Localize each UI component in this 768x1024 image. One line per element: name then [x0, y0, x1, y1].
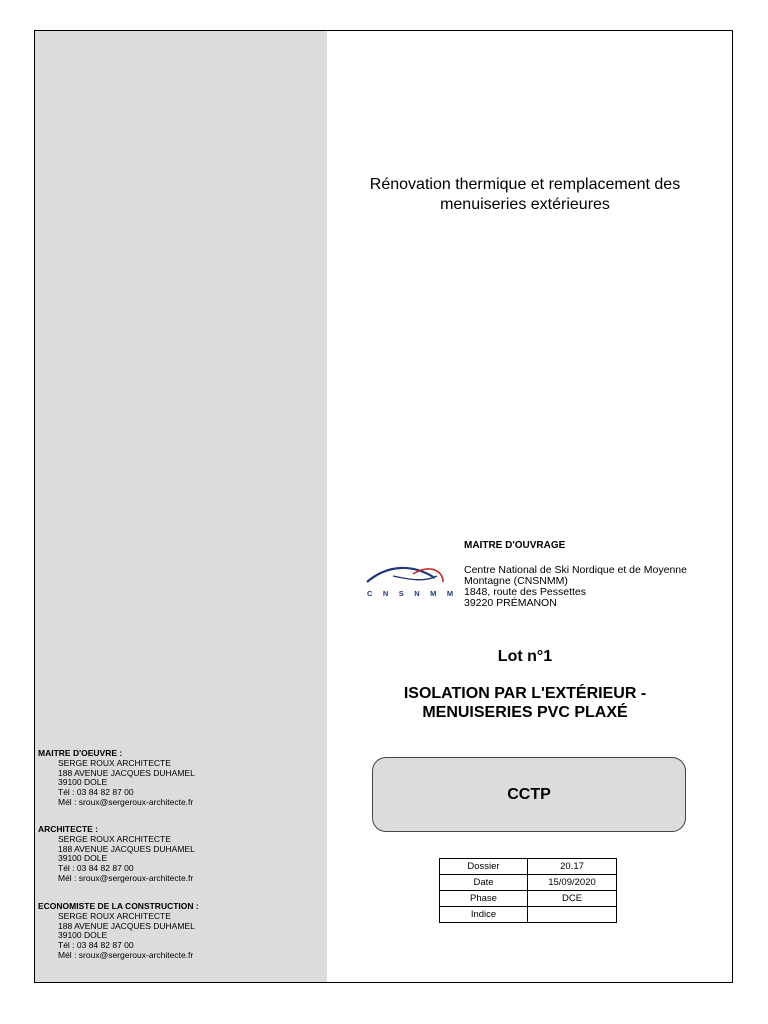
contact-line: SERGE ROUX ARCHITECTE [58, 910, 171, 921]
owner-details [464, 565, 724, 609]
info-label: Phase [440, 891, 528, 907]
logo-text: C N S N M M [367, 589, 458, 598]
contact-line: 188 AVENUE JACQUES DUHAMEL [58, 843, 195, 854]
document-type-label: CCTP [507, 785, 551, 803]
contact-line: Mél : sroux@sergeroux-architecte.fr [58, 796, 194, 807]
contact-economiste [38, 902, 199, 961]
project-title [330, 175, 720, 215]
document-type-box [372, 757, 686, 832]
owner-line: 1848, route des Pessettes [464, 586, 586, 598]
contact-line: SERGE ROUX ARCHITECTE [58, 833, 171, 844]
contact-line: SERGE ROUX ARCHITECTE [58, 757, 171, 768]
info-value: DCE [528, 891, 617, 907]
owner-line: Montagne (CNSNMM) [464, 575, 568, 587]
contact-role: ARCHITECTE : [38, 824, 98, 834]
table-row [440, 875, 617, 891]
project-title-line-2: menuiseries extérieures [440, 196, 610, 213]
contact-maitre-oeuvre [38, 749, 195, 808]
contact-line: Tél : 03 84 82 87 00 [58, 863, 134, 874]
contact-line: 188 AVENUE JACQUES DUHAMEL [58, 920, 195, 931]
lot-title-line-1: ISOLATION PAR L'EXTÉRIEUR - [403, 685, 647, 702]
table-row [440, 859, 617, 875]
info-value: 20.17 [528, 859, 617, 875]
contact-line: Tél : 03 84 82 87 00 [58, 787, 134, 798]
cnsnmm-logo [363, 560, 463, 602]
contact-line: 39100 DOLE [58, 853, 108, 864]
contact-role: MAITRE D'OEUVRE : [38, 748, 123, 758]
owner-line: Centre National de Ski Nordique et de Moyenne [464, 564, 687, 576]
contact-line: Tél : 03 84 82 87 00 [58, 940, 134, 951]
contact-architecte [38, 825, 195, 884]
table-row [440, 907, 617, 923]
project-title-line-1: Rénovation thermique et remplacement des [369, 176, 681, 193]
info-label: Date [440, 875, 528, 891]
contact-line: 39100 DOLE [58, 930, 108, 941]
lot-title-line-2: MENUISERIES PVC PLAXÉ [422, 704, 628, 721]
owner-heading: MAITRE D'OUVRAGE [464, 540, 566, 551]
owner-line: 39220 PRÉMANON [464, 597, 557, 609]
lot-number: Lot n°1 [497, 648, 553, 665]
contact-line: 39100 DOLE [58, 777, 108, 788]
info-label: Dossier [440, 859, 528, 875]
contact-line: Mél : sroux@sergeroux-architecte.fr [58, 872, 194, 883]
contact-line: 188 AVENUE JACQUES DUHAMEL [58, 767, 195, 778]
contact-role: ECONOMISTE DE LA CONSTRUCTION : [38, 901, 199, 911]
table-row [440, 891, 617, 907]
info-label: Indice [440, 907, 528, 923]
lot-title [330, 684, 720, 722]
document-info-table [439, 858, 617, 923]
info-value [528, 907, 617, 923]
logo-swoosh-dark-2 [393, 576, 437, 580]
contact-line: Mél : sroux@sergeroux-architecte.fr [58, 949, 194, 960]
info-value: 15/09/2020 [528, 875, 617, 891]
